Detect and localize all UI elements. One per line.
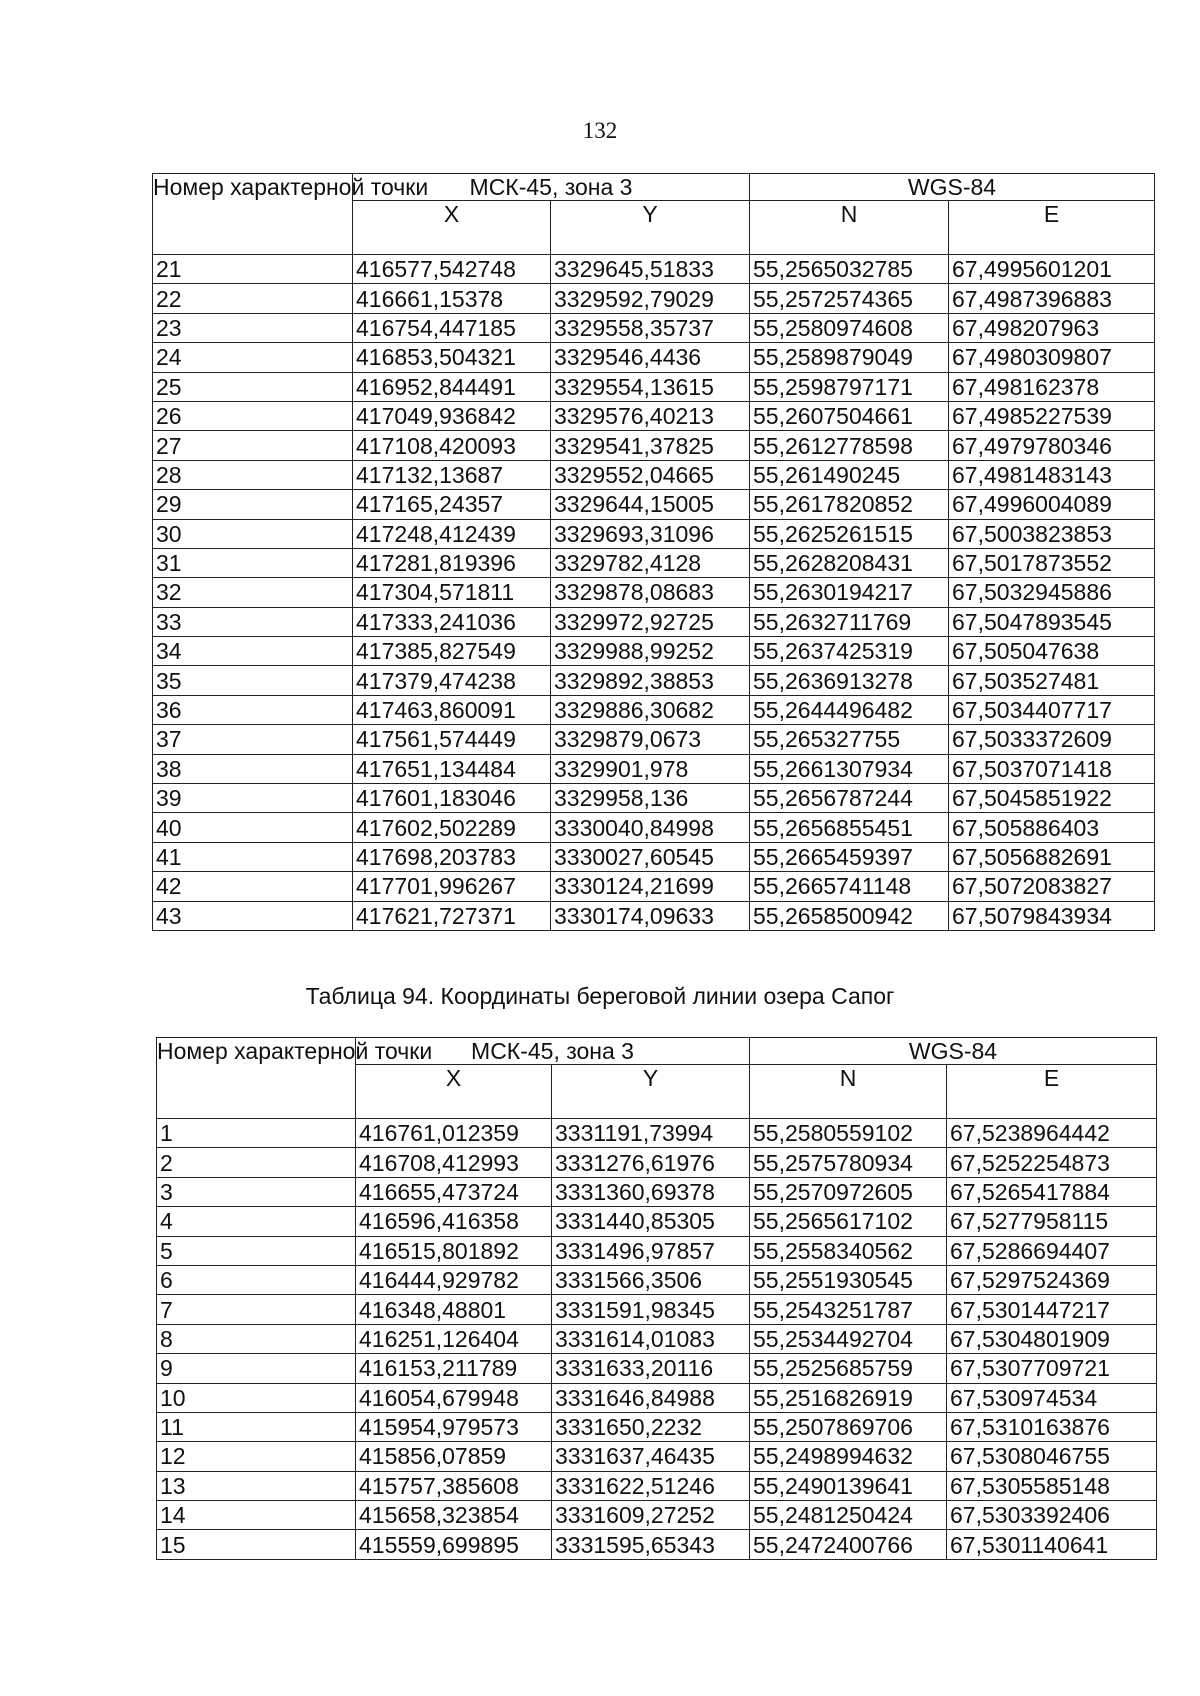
cell-e: 67,5301140641: [947, 1530, 1157, 1559]
cell-n: 55,2543251787: [750, 1295, 947, 1324]
cell-e: 67,5277958115: [947, 1207, 1157, 1236]
cell-point-number: 23: [153, 313, 353, 342]
table-row: [153, 637, 1155, 666]
table-row: [153, 519, 1155, 548]
cell-y: 3330027,60545: [551, 842, 750, 871]
cell-point-number: 21: [153, 255, 353, 284]
table-row: [157, 1265, 1157, 1294]
cell-e: 67,5072083827: [949, 872, 1155, 901]
table-row: [157, 1148, 1157, 1177]
cell-e: 67,5045851922: [949, 784, 1155, 813]
table-row: [157, 1442, 1157, 1471]
table-row: [153, 666, 1155, 695]
cell-x: 417621,727371: [353, 901, 551, 930]
cell-e: 67,4995601201: [949, 255, 1155, 284]
cell-y: 3331595,65343: [552, 1530, 750, 1559]
cell-x: 416661,15378: [353, 284, 551, 313]
table-row: [153, 872, 1155, 901]
cell-y: 3330124,21699: [551, 872, 750, 901]
cell-n: 55,2565032785: [750, 255, 949, 284]
cell-y: 3329554,13615: [551, 372, 750, 401]
cell-y: 3329546,4436: [551, 343, 750, 372]
cell-y: 3329988,99252: [551, 637, 750, 666]
cell-point-number: 27: [153, 431, 353, 460]
table-row: [157, 1236, 1157, 1265]
cell-point-number: 26: [153, 401, 353, 430]
cell-point-number: 24: [153, 343, 353, 372]
table-row: [153, 255, 1155, 284]
cell-y: 3331637,46435: [552, 1442, 750, 1471]
table-row: [153, 284, 1155, 313]
cell-y: 3330040,84998: [551, 813, 750, 842]
cell-x: 417701,996267: [353, 872, 551, 901]
cell-y: 3329878,08683: [551, 578, 750, 607]
cell-point-number: 31: [153, 548, 353, 577]
table-row: [157, 1324, 1157, 1353]
cell-e: 67,498207963: [949, 313, 1155, 342]
header-msk45: МСК-45, зона 3: [356, 1038, 750, 1065]
cell-point-number: 36: [153, 695, 353, 724]
cell-x: 417281,819396: [353, 548, 551, 577]
cell-point-number: 14: [157, 1501, 356, 1530]
cell-e: 67,5032945886: [949, 578, 1155, 607]
cell-x: 417165,24357: [353, 490, 551, 519]
cell-y: 3329901,978: [551, 754, 750, 783]
table-row: [153, 460, 1155, 489]
cell-n: 55,2612778598: [750, 431, 949, 460]
cell-y: 3329592,79029: [551, 284, 750, 313]
cell-point-number: 41: [153, 842, 353, 871]
cell-y: 3331360,69378: [552, 1177, 750, 1206]
table-row: [157, 1354, 1157, 1383]
cell-y: 3329558,35737: [551, 313, 750, 342]
table-row: [153, 343, 1155, 372]
cell-x: 416655,473724: [356, 1177, 552, 1206]
cell-e: 67,5037071418: [949, 754, 1155, 783]
cell-y: 3329541,37825: [551, 431, 750, 460]
cell-n: 55,2637425319: [750, 637, 949, 666]
page-number: 132: [582, 118, 618, 143]
cell-x: 417698,203783: [353, 842, 551, 871]
cell-point-number: 30: [153, 519, 353, 548]
header-wgs84: WGS-84: [750, 174, 1155, 201]
table-row: [157, 1501, 1157, 1530]
table-row: [157, 1383, 1157, 1412]
cell-x: 416853,504321: [353, 343, 551, 372]
cell-point-number: 42: [153, 872, 353, 901]
table-row: [153, 578, 1155, 607]
table-row: [153, 313, 1155, 342]
cell-x: 417049,936842: [353, 401, 551, 430]
cell-e: 67,5265417884: [947, 1177, 1157, 1206]
cell-point-number: 38: [153, 754, 353, 783]
cell-e: 67,5308046755: [947, 1442, 1157, 1471]
cell-x: 417651,134484: [353, 754, 551, 783]
cell-point-number: 9: [157, 1354, 356, 1383]
cell-e: 67,5305585148: [947, 1471, 1157, 1500]
cell-y: 3329645,51833: [551, 255, 750, 284]
cell-x: 417333,241036: [353, 607, 551, 636]
cell-y: 3329972,92725: [551, 607, 750, 636]
table-row: [153, 431, 1155, 460]
cell-y: 3331650,2232: [552, 1412, 750, 1441]
cell-n: 55,2525685759: [750, 1354, 947, 1383]
cell-point-number: 43: [153, 901, 353, 930]
cell-y: 3331633,20116: [552, 1354, 750, 1383]
cell-e: 67,505886403: [949, 813, 1155, 842]
cell-n: 55,2534492704: [750, 1324, 947, 1353]
cell-x: 416708,412993: [356, 1148, 552, 1177]
cell-x: 417379,474238: [353, 666, 551, 695]
cell-point-number: 6: [157, 1265, 356, 1294]
cell-point-number: 33: [153, 607, 353, 636]
cell-n: 55,2558340562: [750, 1236, 947, 1265]
cell-y: 3329782,4128: [551, 548, 750, 577]
cell-x: 417108,420093: [353, 431, 551, 460]
cell-point-number: 22: [153, 284, 353, 313]
cell-point-number: 29: [153, 490, 353, 519]
cell-e: 67,5079843934: [949, 901, 1155, 930]
cell-x: 416952,844491: [353, 372, 551, 401]
cell-y: 3329958,136: [551, 784, 750, 813]
cell-n: 55,2665741148: [750, 872, 949, 901]
cell-n: 55,2632711769: [750, 607, 949, 636]
cell-y: 3331566,3506: [552, 1265, 750, 1294]
cell-n: 55,2628208431: [750, 548, 949, 577]
cell-n: 55,2589879049: [750, 343, 949, 372]
cell-point-number: 8: [157, 1324, 356, 1353]
cell-e: 67,5303392406: [947, 1501, 1157, 1530]
cell-n: 55,2580974608: [750, 313, 949, 342]
coordinates-table-sapog: [156, 1037, 1157, 1560]
cell-e: 67,5301447217: [947, 1295, 1157, 1324]
header-n: N: [750, 1065, 947, 1119]
cell-e: 67,5017873552: [949, 548, 1155, 577]
cell-y: 3331276,61976: [552, 1148, 750, 1177]
cell-n: 55,2580559102: [750, 1119, 947, 1148]
cell-y: 3329693,31096: [551, 519, 750, 548]
cell-point-number: 4: [157, 1207, 356, 1236]
cell-e: 67,5034407717: [949, 695, 1155, 724]
cell-point-number: 40: [153, 813, 353, 842]
table-row: [157, 1119, 1157, 1148]
table-row: [157, 1530, 1157, 1559]
table-row: [153, 607, 1155, 636]
cell-point-number: 11: [157, 1412, 356, 1441]
cell-x: 415559,699895: [356, 1530, 552, 1559]
cell-x: 417385,827549: [353, 637, 551, 666]
cell-e: 67,5047893545: [949, 607, 1155, 636]
cell-n: 55,2665459397: [750, 842, 949, 871]
cell-e: 67,4980309807: [949, 343, 1155, 372]
table-row: [153, 754, 1155, 783]
header-e: E: [949, 201, 1155, 255]
cell-e: 67,5033372609: [949, 725, 1155, 754]
header-x: X: [356, 1065, 552, 1119]
cell-x: 416754,447185: [353, 313, 551, 342]
cell-x: 415856,07859: [356, 1442, 552, 1471]
cell-e: 67,5252254873: [947, 1148, 1157, 1177]
cell-y: 3329552,04665: [551, 460, 750, 489]
cell-point-number: 12: [157, 1442, 356, 1471]
coordinates-table-continued: [152, 173, 1155, 931]
table-row: [153, 401, 1155, 430]
cell-x: 415658,323854: [356, 1501, 552, 1530]
cell-point-number: 15: [157, 1530, 356, 1559]
table-row: [153, 725, 1155, 754]
cell-point-number: 2: [157, 1148, 356, 1177]
table-row: [153, 695, 1155, 724]
cell-n: 55,2498994632: [750, 1442, 947, 1471]
cell-point-number: 32: [153, 578, 353, 607]
cell-x: 415757,385608: [356, 1471, 552, 1500]
cell-y: 3329892,38853: [551, 666, 750, 695]
cell-x: 417132,13687: [353, 460, 551, 489]
cell-e: 67,5310163876: [947, 1412, 1157, 1441]
cell-n: 55,2598797171: [750, 372, 949, 401]
cell-x: 416577,542748: [353, 255, 551, 284]
cell-x: 416054,679948: [356, 1383, 552, 1412]
cell-e: 67,4996004089: [949, 490, 1155, 519]
cell-n: 55,2516826919: [750, 1383, 947, 1412]
table-row: [153, 813, 1155, 842]
cell-e: 67,5297524369: [947, 1265, 1157, 1294]
cell-point-number: 35: [153, 666, 353, 695]
cell-n: 55,2607504661: [750, 401, 949, 430]
table-row: [153, 490, 1155, 519]
cell-n: 55,2490139641: [750, 1471, 947, 1500]
cell-n: 55,2656855451: [750, 813, 949, 842]
cell-y: 3331440,85305: [552, 1207, 750, 1236]
cell-x: 415954,979573: [356, 1412, 552, 1441]
cell-e: 67,4979780346: [949, 431, 1155, 460]
cell-e: 67,5003823853: [949, 519, 1155, 548]
cell-x: 417602,502289: [353, 813, 551, 842]
table-row: [153, 372, 1155, 401]
cell-n: 55,2630194217: [750, 578, 949, 607]
cell-point-number: 39: [153, 784, 353, 813]
header-msk45: МСК-45, зона 3: [353, 174, 750, 201]
cell-y: 3331191,73994: [552, 1119, 750, 1148]
cell-e: 67,5238964442: [947, 1119, 1157, 1148]
cell-point-number: 7: [157, 1295, 356, 1324]
cell-n: 55,2644496482: [750, 695, 949, 724]
cell-x: 417601,183046: [353, 784, 551, 813]
cell-n: 55,2570972605: [750, 1177, 947, 1206]
cell-n: 55,2565617102: [750, 1207, 947, 1236]
cell-y: 3329886,30682: [551, 695, 750, 724]
table-row: [153, 784, 1155, 813]
cell-e: 67,4987396883: [949, 284, 1155, 313]
cell-x: 417463,860091: [353, 695, 551, 724]
header-point-number: Номер характерной точки: [153, 174, 353, 255]
cell-e: 67,5286694407: [947, 1236, 1157, 1265]
cell-point-number: 25: [153, 372, 353, 401]
table-row: [157, 1177, 1157, 1206]
cell-n: 55,265327755: [750, 725, 949, 754]
cell-n: 55,2656787244: [750, 784, 949, 813]
cell-point-number: 13: [157, 1471, 356, 1500]
table-row: [157, 1207, 1157, 1236]
cell-n: 55,2551930545: [750, 1265, 947, 1294]
table-body: [153, 255, 1155, 931]
cell-x: 416251,126404: [356, 1324, 552, 1353]
cell-x: 416596,416358: [356, 1207, 552, 1236]
cell-e: 67,530974534: [947, 1383, 1157, 1412]
cell-n: 55,2617820852: [750, 490, 949, 519]
header-n: N: [750, 201, 949, 255]
table-row: [153, 842, 1155, 871]
cell-e: 67,5304801909: [947, 1324, 1157, 1353]
cell-x: 416515,801892: [356, 1236, 552, 1265]
cell-y: 3331591,98345: [552, 1295, 750, 1324]
cell-e: 67,5307709721: [947, 1354, 1157, 1383]
cell-n: 55,2636913278: [750, 666, 949, 695]
cell-point-number: 10: [157, 1383, 356, 1412]
cell-n: 55,2507869706: [750, 1412, 947, 1441]
table-body: [157, 1119, 1157, 1560]
cell-y: 3329576,40213: [551, 401, 750, 430]
table-row: [153, 548, 1155, 577]
cell-x: 417248,412439: [353, 519, 551, 548]
cell-x: 416761,012359: [356, 1119, 552, 1148]
cell-y: 3329879,0673: [551, 725, 750, 754]
cell-y: 3331646,84988: [552, 1383, 750, 1412]
cell-point-number: 37: [153, 725, 353, 754]
table-row: [157, 1412, 1157, 1441]
cell-e: 67,505047638: [949, 637, 1155, 666]
table-row: [157, 1295, 1157, 1324]
header-point-number: Номер характерной точки: [157, 1038, 356, 1119]
header-x: X: [353, 201, 551, 255]
cell-x: 417561,574449: [353, 725, 551, 754]
cell-n: 55,2661307934: [750, 754, 949, 783]
cell-e: 67,503527481: [949, 666, 1155, 695]
cell-y: 3330174,09633: [551, 901, 750, 930]
cell-point-number: 5: [157, 1236, 356, 1265]
cell-x: 416348,48801: [356, 1295, 552, 1324]
cell-x: 416153,211789: [356, 1354, 552, 1383]
cell-y: 3331622,51246: [552, 1471, 750, 1500]
cell-e: 67,4985227539: [949, 401, 1155, 430]
cell-point-number: 34: [153, 637, 353, 666]
cell-point-number: 3: [157, 1177, 356, 1206]
header-y: Y: [551, 201, 750, 255]
cell-y: 3329644,15005: [551, 490, 750, 519]
header-y: Y: [552, 1065, 750, 1119]
cell-e: 67,4981483143: [949, 460, 1155, 489]
cell-n: 55,2575780934: [750, 1148, 947, 1177]
cell-y: 3331496,97857: [552, 1236, 750, 1265]
cell-point-number: 1: [157, 1119, 356, 1148]
cell-n: 55,261490245: [750, 460, 949, 489]
table-caption: Таблица 94. Координаты береговой линии озера Сапог: [305, 983, 895, 1009]
cell-point-number: 28: [153, 460, 353, 489]
header-e: E: [947, 1065, 1157, 1119]
cell-e: 67,5056882691: [949, 842, 1155, 871]
cell-e: 67,498162378: [949, 372, 1155, 401]
cell-n: 55,2481250424: [750, 1501, 947, 1530]
cell-n: 55,2472400766: [750, 1530, 947, 1559]
cell-n: 55,2658500942: [750, 901, 949, 930]
cell-n: 55,2572574365: [750, 284, 949, 313]
cell-x: 416444,929782: [356, 1265, 552, 1294]
cell-y: 3331609,27252: [552, 1501, 750, 1530]
cell-x: 417304,571811: [353, 578, 551, 607]
cell-y: 3331614,01083: [552, 1324, 750, 1353]
table-row: [157, 1471, 1157, 1500]
header-wgs84: WGS-84: [750, 1038, 1157, 1065]
table-row: [153, 901, 1155, 930]
cell-n: 55,2625261515: [750, 519, 949, 548]
